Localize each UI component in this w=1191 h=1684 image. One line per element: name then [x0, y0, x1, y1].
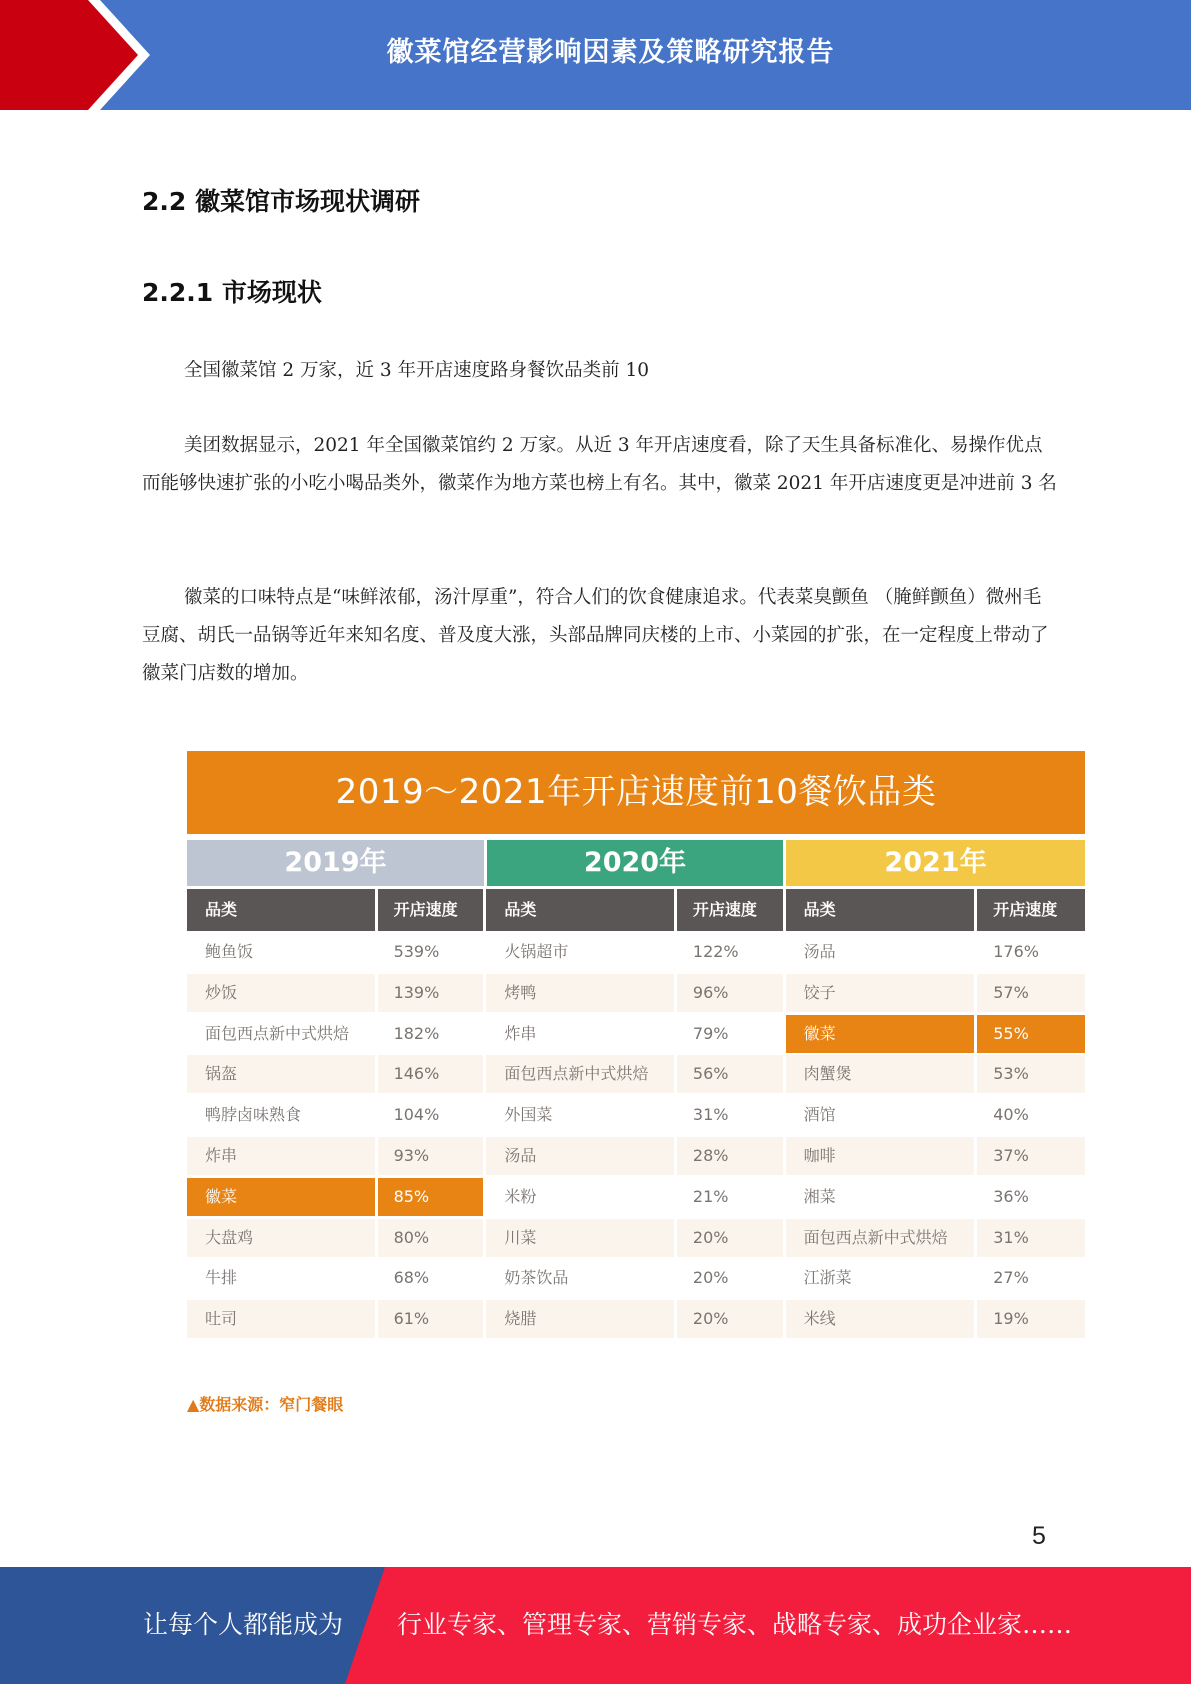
category-cell: 饺子	[786, 974, 975, 1012]
table-row	[187, 1137, 1085, 1175]
table-row	[187, 1219, 1085, 1257]
category-cell: 烤鸭	[486, 974, 674, 1012]
column-header-category: 品类	[187, 889, 375, 931]
table-row	[187, 1096, 1085, 1134]
category-cell: 火锅超市	[504, 942, 569, 961]
category-cell: 徽菜	[187, 1178, 375, 1216]
rate-cell: 20%	[677, 1219, 783, 1257]
table-row	[187, 1300, 1085, 1338]
category-cell: 牛排	[205, 1268, 238, 1288]
column-header-row	[187, 889, 1085, 931]
subsection-heading: 2.2.1 市场现状	[142, 278, 322, 307]
table-row	[187, 1178, 1085, 1216]
category-cell: 酒馆	[803, 1105, 836, 1125]
rate-cell: 96%	[677, 974, 783, 1012]
category-cell: 炸串	[504, 1023, 537, 1043]
rate-cell: 21%	[692, 1186, 729, 1206]
rate-cell: 36%	[993, 1186, 1029, 1206]
category-cell: 面包西点新中式烘焙	[205, 1023, 350, 1043]
category-cell: 川菜	[486, 1219, 674, 1257]
year-header-row	[187, 840, 1085, 886]
category-cell: 鲍鱼饭	[205, 942, 254, 961]
rate-cell: 176%	[993, 942, 1039, 961]
rate-cell: 40%	[993, 1105, 1029, 1125]
category-cell: 外国菜	[504, 1105, 553, 1125]
year-2021-header: 2021年	[786, 840, 1085, 886]
section-heading: 2.2 徽菜馆市场现状调研	[142, 187, 420, 216]
rate-cell: 139%	[378, 974, 484, 1012]
rate-cell: 85%	[378, 1178, 484, 1216]
paragraph-meituan-data: 美团数据显示，2021 年全国徽菜馆约 2 万家。从近 3 年开店速度看，除了天生具备标准化、易操作优点而能够快速扩张的小吃小喝品类外，徽菜作为地方菜也榜上有名。其中，徽菜 2021 年开店速度更是冲进前 3 名	[142, 435, 1057, 494]
rate-cell: 28%	[677, 1137, 783, 1175]
category-cell: 湘菜	[803, 1186, 836, 1206]
category-cell: 徽菜	[786, 1015, 975, 1053]
paragraph-taste: 徽菜的口味特点是“味鲜浓郁，汤汁厚重”，符合人们的饮食健康追求。代表菜臭颤鱼 （腌鲜颤鱼）微州毛豆腐、胡氏一品锅等近年来知名度、普及度大涨，头部品牌同庆楼的上市、小菜园的扩张，在一定程度上带动了徽菜门店数的增加。	[142, 587, 1049, 684]
ranking-table-figure	[187, 751, 1085, 1341]
rate-cell: 80%	[378, 1219, 484, 1257]
category-cell: 汤品	[486, 1137, 674, 1175]
table-row	[187, 1015, 1085, 1053]
rate-cell: 37%	[977, 1137, 1085, 1175]
column-header-rate: 开店速度	[677, 889, 783, 931]
category-cell: 汤品	[803, 942, 836, 961]
category-cell: 肉蟹煲	[786, 1055, 975, 1093]
rate-cell: 20%	[677, 1300, 783, 1338]
column-header-category: 品类	[786, 889, 975, 931]
rate-cell: 539%	[393, 942, 440, 961]
rate-cell: 55%	[977, 1015, 1085, 1053]
category-cell: 咖啡	[786, 1137, 975, 1175]
category-cell: 锅盔	[187, 1055, 375, 1093]
category-cell: 江浙菜	[803, 1268, 852, 1288]
rate-cell: 104%	[393, 1105, 440, 1125]
column-header-rate: 开店速度	[977, 889, 1085, 931]
table-row	[187, 974, 1085, 1012]
rate-cell: 146%	[378, 1055, 484, 1093]
rate-cell: 68%	[393, 1268, 430, 1288]
paragraph-summary: 全国徽菜馆 2 万家，近 3 年开店速度路身餐饮品类前 10	[184, 360, 649, 381]
year-2019-header: 2019年	[187, 840, 484, 886]
rate-cell: 56%	[677, 1055, 783, 1093]
table-row	[187, 933, 1085, 971]
table-title: 2019～2021年开店速度前10餐饮品类	[187, 751, 1085, 834]
category-cell: 面包西点新中式烘焙	[786, 1219, 975, 1257]
table-row	[187, 1055, 1085, 1093]
category-cell: 鸭脖卤味熟食	[205, 1105, 302, 1125]
rate-cell: 31%	[977, 1219, 1085, 1257]
rate-cell: 61%	[378, 1300, 484, 1338]
category-cell: 吐司	[187, 1300, 375, 1338]
category-cell: 米线	[786, 1300, 975, 1338]
header-banner	[0, 0, 1191, 110]
table-body	[187, 933, 1085, 1338]
category-cell: 奶茶饮品	[504, 1268, 569, 1288]
report-title: 徽菜馆经营影响因素及策略研究报告	[386, 37, 835, 68]
rate-cell: 27%	[993, 1268, 1029, 1288]
rate-cell: 122%	[692, 942, 739, 961]
footer-slogan-right: 行业专家、管理专家、营销专家、战略专家、成功企业家……	[397, 1610, 1073, 1639]
footer-banner	[0, 1567, 1191, 1684]
rate-cell: 20%	[692, 1268, 729, 1288]
column-header-rate: 开店速度	[378, 889, 484, 931]
page-number: 5	[1032, 1522, 1046, 1550]
category-cell: 大盘鸡	[187, 1219, 375, 1257]
category-cell: 炒饭	[187, 974, 375, 1012]
rate-cell: 93%	[378, 1137, 484, 1175]
rate-cell: 79%	[692, 1023, 729, 1043]
rate-cell: 31%	[692, 1105, 729, 1125]
data-source-note: ▲数据来源：窄门餐眼	[187, 1395, 344, 1414]
table-row	[187, 1259, 1085, 1297]
year-2020-header: 2020年	[487, 840, 783, 886]
rate-cell: 57%	[977, 974, 1085, 1012]
category-cell: 面包西点新中式烘焙	[486, 1055, 674, 1093]
category-cell: 米粉	[504, 1186, 537, 1206]
footer-slogan-left: 让每个人都能成为	[143, 1610, 344, 1639]
rate-cell: 19%	[977, 1300, 1085, 1338]
rate-cell: 182%	[393, 1023, 440, 1043]
rate-cell: 53%	[977, 1055, 1085, 1093]
category-cell: 烧腊	[486, 1300, 674, 1338]
category-cell: 炸串	[187, 1137, 375, 1175]
column-header-category: 品类	[486, 889, 674, 931]
